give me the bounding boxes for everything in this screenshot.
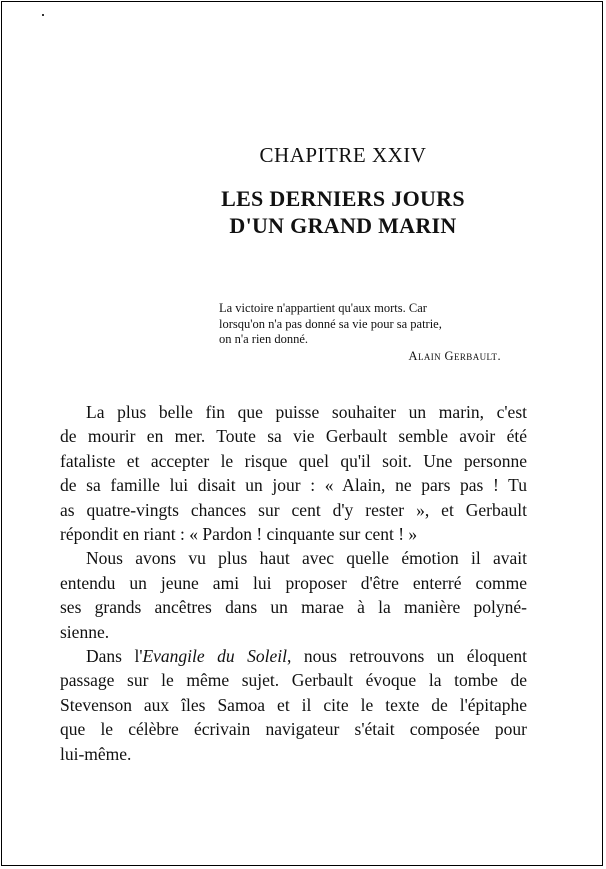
text-line: sienne.	[60, 621, 110, 642]
text-line: lui-même.	[60, 743, 132, 764]
text-line: de sa famille lui disait un jour : « Alain, ne pars pas ! Tu	[60, 475, 527, 496]
text-line: Nous avons vu plus haut avec quelle émotion il avait	[86, 548, 527, 569]
epigraph-line-1: La victoire n'appartient qu'aux morts. Car	[219, 301, 427, 315]
text-line: que le célèbre écrivain navigateur s'était composée pour	[60, 719, 527, 740]
text-line: Stevenson aux îles Samoa et il cite le texte de l'épitaphe	[60, 694, 527, 715]
scan-speck	[42, 14, 44, 16]
text-line: entendu un jeune ami lui proposer d'être enterré comme	[60, 572, 527, 593]
epigraph-line-3: on n'a rien donné.	[219, 332, 309, 346]
text-line: La plus belle fin que puisse souhaiter un marin, c'est	[86, 402, 527, 422]
chapter-title-line-1: LES DERNIERS JOURS	[221, 186, 465, 211]
chapter-title	[0, 185, 602, 239]
epigraph-author: Alain Gerbault.	[408, 348, 501, 363]
epigraph	[219, 301, 524, 364]
paragraph-1	[60, 400, 527, 546]
text-fragment: , nous retrouvons un éloquent	[287, 646, 527, 667]
text-line: ses grands ancêtres dans un marae à la manière polyné-	[60, 597, 527, 618]
paragraph-3	[60, 644, 527, 766]
text-line: as quatre-vingts chances sur cent d'y rester », et Gerbault	[60, 499, 527, 520]
text-line	[60, 644, 527, 668]
body-text	[60, 400, 527, 766]
text-line: répondit en riant : « Pardon ! cinquante sur cent ! »	[60, 524, 418, 545]
chapter-title-line-2: D'UN GRAND MARIN	[229, 213, 457, 238]
text-line: passage sur le même sujet. Gerbault évoque la tombe de	[60, 670, 527, 691]
text-fragment: Dans l'	[86, 646, 143, 667]
book-title-italic: Evangile du Soleil	[142, 646, 287, 667]
epigraph-line-2: lorsqu'on n'a pas donné sa vie pour sa patrie,	[219, 316, 442, 331]
text-line: fataliste et accepter le risque quel qu'il soit. Une personne	[60, 450, 527, 471]
text-line: de mourir en mer. Toute sa vie Gerbault semble avoir été	[60, 426, 527, 447]
paragraph-2	[60, 546, 527, 644]
chapter-number: CHAPITRE XXIV	[259, 143, 427, 167]
